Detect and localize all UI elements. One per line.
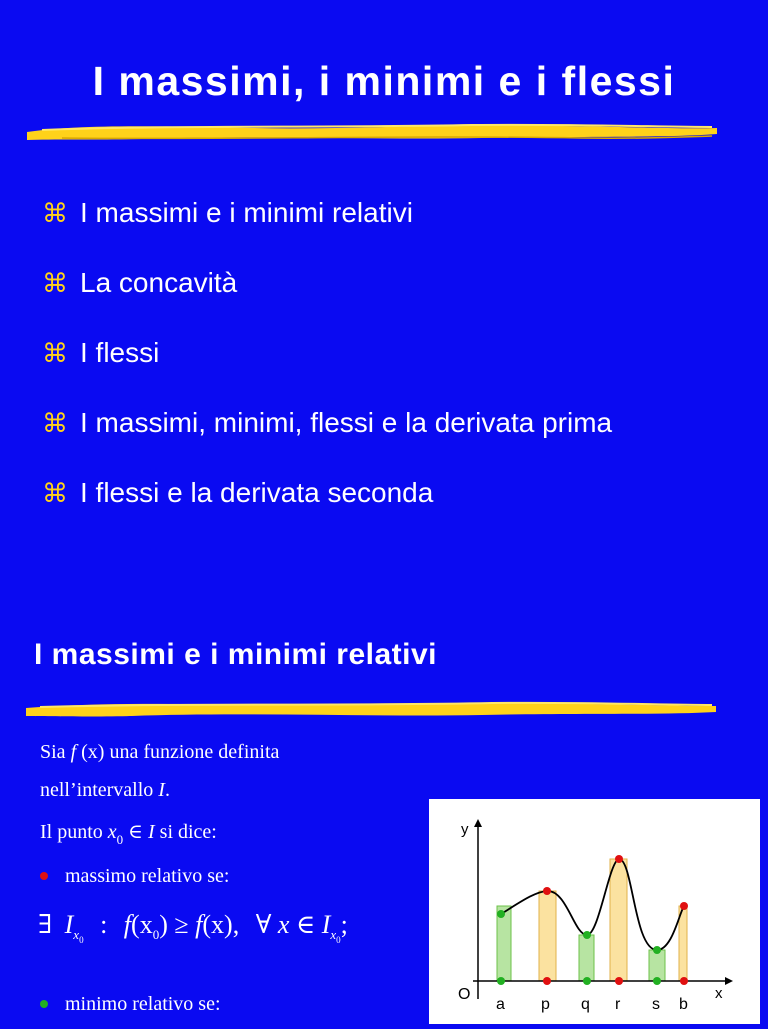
point-p-axis xyxy=(543,977,551,985)
y-axis-arrow xyxy=(474,819,482,827)
list-item: ⌘ I flessi xyxy=(42,337,160,368)
point-s-curve xyxy=(653,946,661,954)
strip-s xyxy=(649,950,665,981)
tick-s: s xyxy=(652,996,660,1013)
point-r-curve xyxy=(615,855,623,863)
red-dot-icon xyxy=(40,872,48,880)
definition-line-2: nell’intervallo I. xyxy=(40,779,170,801)
tick-r: r xyxy=(615,996,621,1013)
command-icon: ⌘ xyxy=(42,408,68,438)
strip-q xyxy=(579,935,594,981)
strip-p xyxy=(539,891,556,981)
list-item: ⌘ I massimi e i minimi relativi xyxy=(42,197,413,228)
point-b-curve xyxy=(680,902,688,910)
tick-q: q xyxy=(581,996,590,1013)
point-s-axis xyxy=(653,977,661,985)
command-icon: ⌘ xyxy=(42,338,68,368)
list-item: ⌘ La concavità xyxy=(42,267,238,298)
point-q-curve xyxy=(583,931,591,939)
tick-a: a xyxy=(496,996,505,1013)
strip-r xyxy=(610,859,627,981)
tick-p: p xyxy=(541,996,550,1013)
definition-line-1: Sia f (x) una funzione definita xyxy=(40,741,280,763)
title-brush-underline xyxy=(22,114,722,144)
bullet-min: minimo relativo se: xyxy=(40,986,221,1022)
point-r-axis xyxy=(615,977,623,985)
list-item: ⌘ I flessi e la derivata seconda xyxy=(42,477,434,508)
max-formula: ∃ $I_{x_0}$ : $f(x_0) \ge f(x)$, ∀ x ∈ $I_{x_0}$; xyxy=(38,910,348,945)
x-axis-arrow xyxy=(725,977,733,985)
section-brush-underline xyxy=(22,694,722,722)
point-a-curve xyxy=(497,910,505,918)
point-q-axis xyxy=(583,977,591,985)
origin-label: O xyxy=(458,986,471,1003)
command-icon: ⌘ xyxy=(42,198,68,228)
section-title: I massimi e i minimi relativi xyxy=(34,638,438,671)
point-b-axis xyxy=(680,977,688,985)
list-item: ⌘ I massimi, minimi, flessi e la derivata prima xyxy=(42,407,613,438)
topic-list xyxy=(42,196,612,546)
point-p-curve xyxy=(543,887,551,895)
bullet-max: massimo relativo se: xyxy=(40,858,229,894)
definition-line-3: Il punto $x_0$ ∈ I si dice: xyxy=(40,821,217,847)
function-graph xyxy=(429,799,760,1024)
page-title: I massimi, i minimi e i flessi xyxy=(92,58,676,104)
command-icon: ⌘ xyxy=(42,268,68,298)
command-icon: ⌘ xyxy=(42,478,68,508)
slide-2 xyxy=(0,610,768,1024)
tick-b: b xyxy=(679,996,688,1013)
y-axis-label: y xyxy=(461,821,469,838)
x-axis-label: x xyxy=(715,985,723,1002)
green-dot-icon xyxy=(40,1000,48,1008)
point-a-axis xyxy=(497,977,505,985)
graph-svg xyxy=(429,799,760,1024)
